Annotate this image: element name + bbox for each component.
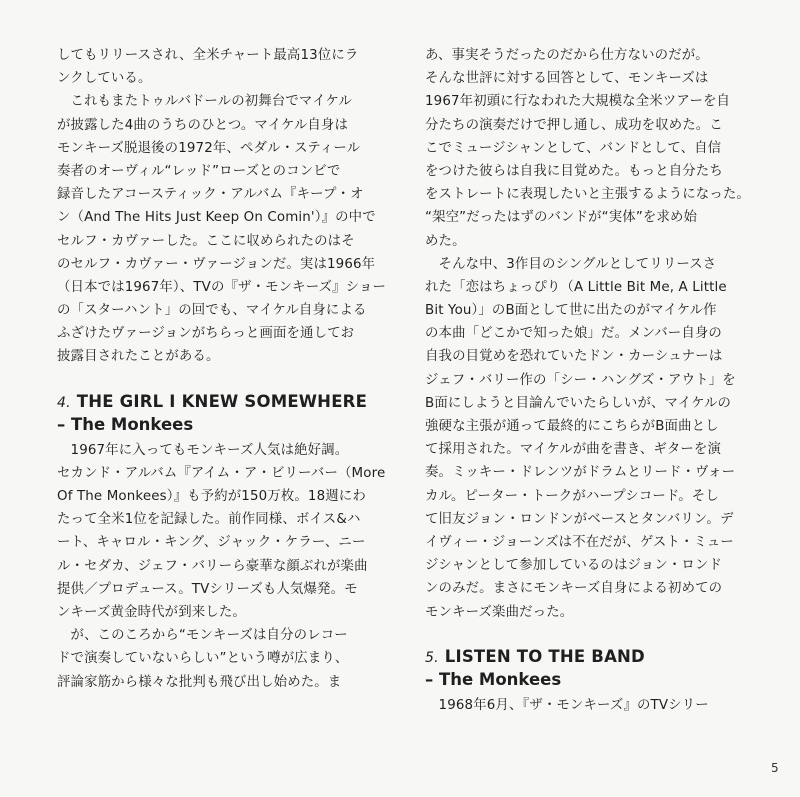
text-line: こでミュージシャンとして、バンドとして、自信: [425, 140, 722, 156]
section-number: 5.: [425, 649, 439, 666]
text-line: れた「恋はちょっぴり（A Little Bit Me, A Little: [425, 279, 727, 295]
text-line: あ、事実そうだったのだから仕方ないのだが。: [425, 48, 709, 63]
text-line: モンキーズ楽曲だった。: [425, 604, 574, 620]
text-line: をストレートに表現したいと主張するようになった。: [425, 187, 750, 203]
text-line: そんな世評に対する回答として、モンキーズは: [425, 71, 709, 87]
text-line: そんな中、3作目のシングルとしてリリースさ: [425, 256, 717, 272]
paragraph: [57, 439, 387, 694]
text-line: ンキーズ黄金時代が到来した。: [57, 604, 246, 620]
text-line: イヴィー・ジョーンズは不在だが、ゲスト・ミュー: [425, 534, 734, 550]
paragraph: [57, 44, 387, 90]
text-line: たって全米1位を記録した。前作同様、ボイス&ハ: [57, 512, 361, 528]
text-line: ドで演奏していないらしい”という噂が広まり、: [57, 651, 349, 667]
text-line: 強硬な主張が通って最終的にこちらがB面曲とし: [425, 419, 719, 434]
text-line: ふざけたヴァージョンがちらっと画面を通してお: [57, 326, 355, 342]
text-line: めた。: [425, 233, 466, 249]
section-artist: – The Monkees: [57, 414, 194, 434]
text-line: Of The Monkees）』も予約が150万枚。18週にわ: [57, 489, 366, 504]
text-line: 評論家筋から様々な批判も飛び出し始めた。ま: [57, 674, 342, 690]
text-line: “架空”だったはずのバンドが“実体”を求め始: [425, 210, 698, 226]
text-line: の本曲「どこかで知った娘」だ。メンバー自身の: [425, 326, 722, 342]
text-line: カル。ピーター・トークがハープシコード。そし: [425, 488, 719, 504]
text-line: 奏者のオーヴィル“レッド”ローズとのコンビで: [57, 163, 341, 179]
text-line: のセルフ・カヴァー・ヴァージョンだ。実は1966年: [57, 256, 376, 272]
text-line: が、このころから“モンキーズは自分のレコー: [57, 628, 348, 644]
paragraph: [425, 694, 755, 717]
text-line: 自我の目覚めを恐れていたドン・カーシュナーは: [425, 349, 723, 365]
text-line: て採用された。マイケルが曲を書き、ギターを演: [425, 442, 722, 458]
text-line: ンのみだ。まさにモンキーズ自身による初めての: [425, 581, 723, 597]
text-line: セカンド・アルバム『アイム・ア・ビリーバー（More: [57, 465, 386, 481]
text-line: て旧友ジョン・ロンドンがベースとタンバリン。デ: [425, 511, 734, 527]
text-line: 提供／プロデュース。TVシリーズも人気爆発。モ: [57, 581, 358, 597]
text-line: 録音したアコースティック・アルバム『キープ・オ: [57, 187, 364, 203]
section-title: THE GIRL I KNEW SOMEWHERE: [76, 391, 368, 411]
text-line: ル・セダカ、ジェフ・バリーら豪華な顔ぶれが楽曲: [57, 558, 368, 574]
spacer: [425, 624, 755, 646]
text-line: ン（And The Hits Just Keep On Comin'）』の中で: [57, 210, 376, 226]
text-line: これもまたトゥルバドールの初舞台でマイケル: [57, 94, 352, 110]
text-line: 1967年に入ってもモンキーズ人気は絶好調。: [57, 442, 349, 458]
text-line: （日本では1967年）、TVの『ザ・モンキーズ』ショー: [57, 279, 387, 295]
text-line: B面にしようと目論んでいたらしいが、マイケルの: [425, 395, 732, 411]
text-line: ンクしている。: [57, 71, 152, 87]
paragraph: [425, 44, 755, 253]
text-line: をつけた彼らは自我に目覚めた。もっと自分たち: [425, 163, 723, 179]
text-line: ート、キャロル・キング、ジャック・ケラー、ニー: [57, 535, 366, 551]
text-line: してもリリースされ、全米チャート最高13位にラ: [57, 48, 359, 63]
text-line: 分たちの演奏だけで押し通し、成功を収めた。こ: [425, 117, 723, 133]
text-line: セルフ・カヴァーした。ここに収められたのはそ: [57, 233, 355, 249]
text-line: 奏。ミッキー・ドレンツがドラムとリード・ヴォー: [425, 465, 736, 481]
text-line: ジシャンとして参加しているのはジョン・ロンド: [425, 558, 723, 574]
text-line: 披露目されたことがある。: [57, 349, 220, 365]
paragraph: [425, 253, 755, 624]
section-heading-5: [425, 646, 755, 668]
text-line: の「スターハント」の回でも、マイケル自身による: [57, 303, 367, 319]
text-line: モンキーズ脱退後の1972年、ペダル・スティール: [57, 140, 361, 156]
spacer: [57, 369, 387, 391]
paragraph: [57, 90, 387, 368]
right-column: [425, 44, 755, 717]
section-artist: – The Monkees: [425, 669, 562, 689]
text-line: 1968年6月、『ザ・モンキーズ』のTVシリー: [425, 697, 709, 713]
page-number: 5: [771, 761, 779, 775]
text-line: が披露した4曲のうちのひとつ。マイケル自身は: [57, 117, 349, 133]
text-line: ジェフ・バリー作の「シー・ハングズ・アウト」を: [425, 372, 736, 388]
section-heading-4: [57, 391, 387, 413]
section-title: LISTEN TO THE BAND: [444, 646, 645, 666]
text-line: Bit You）」のB面として世に出たのがマイケル作: [425, 303, 717, 319]
text-line: 1967年初頭に行なわれた大規模な全米ツアーを自: [425, 94, 731, 110]
left-column: [57, 44, 387, 694]
section-number: 4.: [57, 394, 71, 411]
